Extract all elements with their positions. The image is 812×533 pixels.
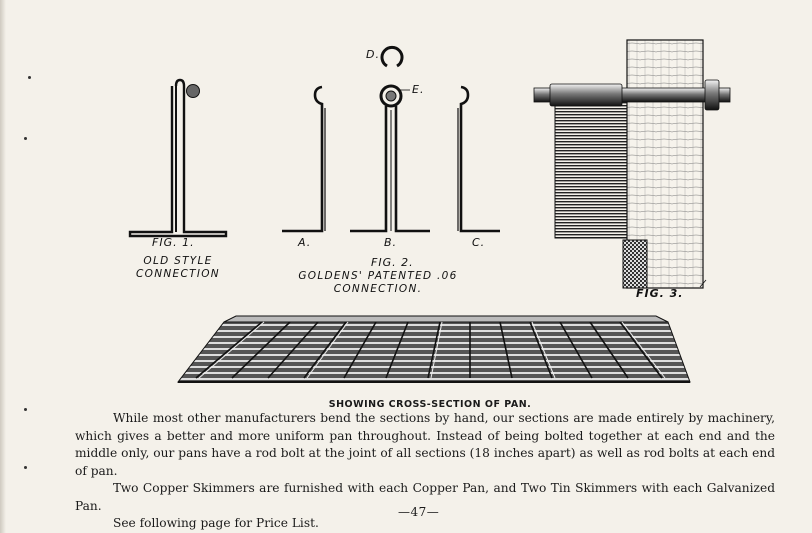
fig1-caption	[128, 255, 228, 281]
fig2-caption-line2: CONNECTION.	[333, 283, 423, 295]
paragraph-price-list: See following page for Price List.	[113, 516, 319, 530]
paragraph-machinery: While most other manufacturers bend the sections by hand, our sections are made entirely by machinery, which gives a better and more uniform pan throughout. Instead of being bolted together at each end and the middle only, our pans have a rod bolt at the joint of all sections (18 inches apart) as well as rod bolts at each end of pan.	[75, 411, 775, 478]
fig3-label: FIG. 3.	[636, 287, 684, 300]
fig1-old-connection-drawing	[130, 80, 226, 236]
fig2-label-b: B.	[384, 236, 398, 249]
fig2-label-a: A.	[298, 236, 312, 249]
fig2-caption-line1: GOLDENS' PATENTED .06	[298, 270, 458, 282]
fig2-label-d: D.	[366, 48, 380, 61]
fig1-label: FIG. 1.	[152, 236, 195, 249]
pan-caption: SHOWING CROSS-SECTION OF PAN.	[328, 399, 532, 410]
fig1-caption-line2: CONNECTION	[136, 268, 220, 280]
fig2-caption	[278, 270, 478, 296]
fig2-label-c: C.	[472, 236, 486, 249]
fig1-caption-line1: OLD STYLE	[143, 255, 213, 267]
pan-cross-section-drawing	[178, 316, 690, 382]
paragraph-skimmers: Two Copper Skimmers are furnished with each Copper Pan, and Two Tin Skimmers with each Galvanized Pan.	[75, 481, 775, 513]
fig2-label: FIG. 2.	[371, 256, 414, 269]
fig2-section-b-drawing	[350, 47, 430, 231]
fig2-section-a-drawing	[282, 87, 325, 231]
fig2-label-e: E.	[412, 83, 425, 96]
fig2-section-c-drawing	[458, 87, 500, 231]
fig3-rod-bolt-drawing	[534, 40, 730, 288]
page-number: —47—	[398, 505, 440, 519]
